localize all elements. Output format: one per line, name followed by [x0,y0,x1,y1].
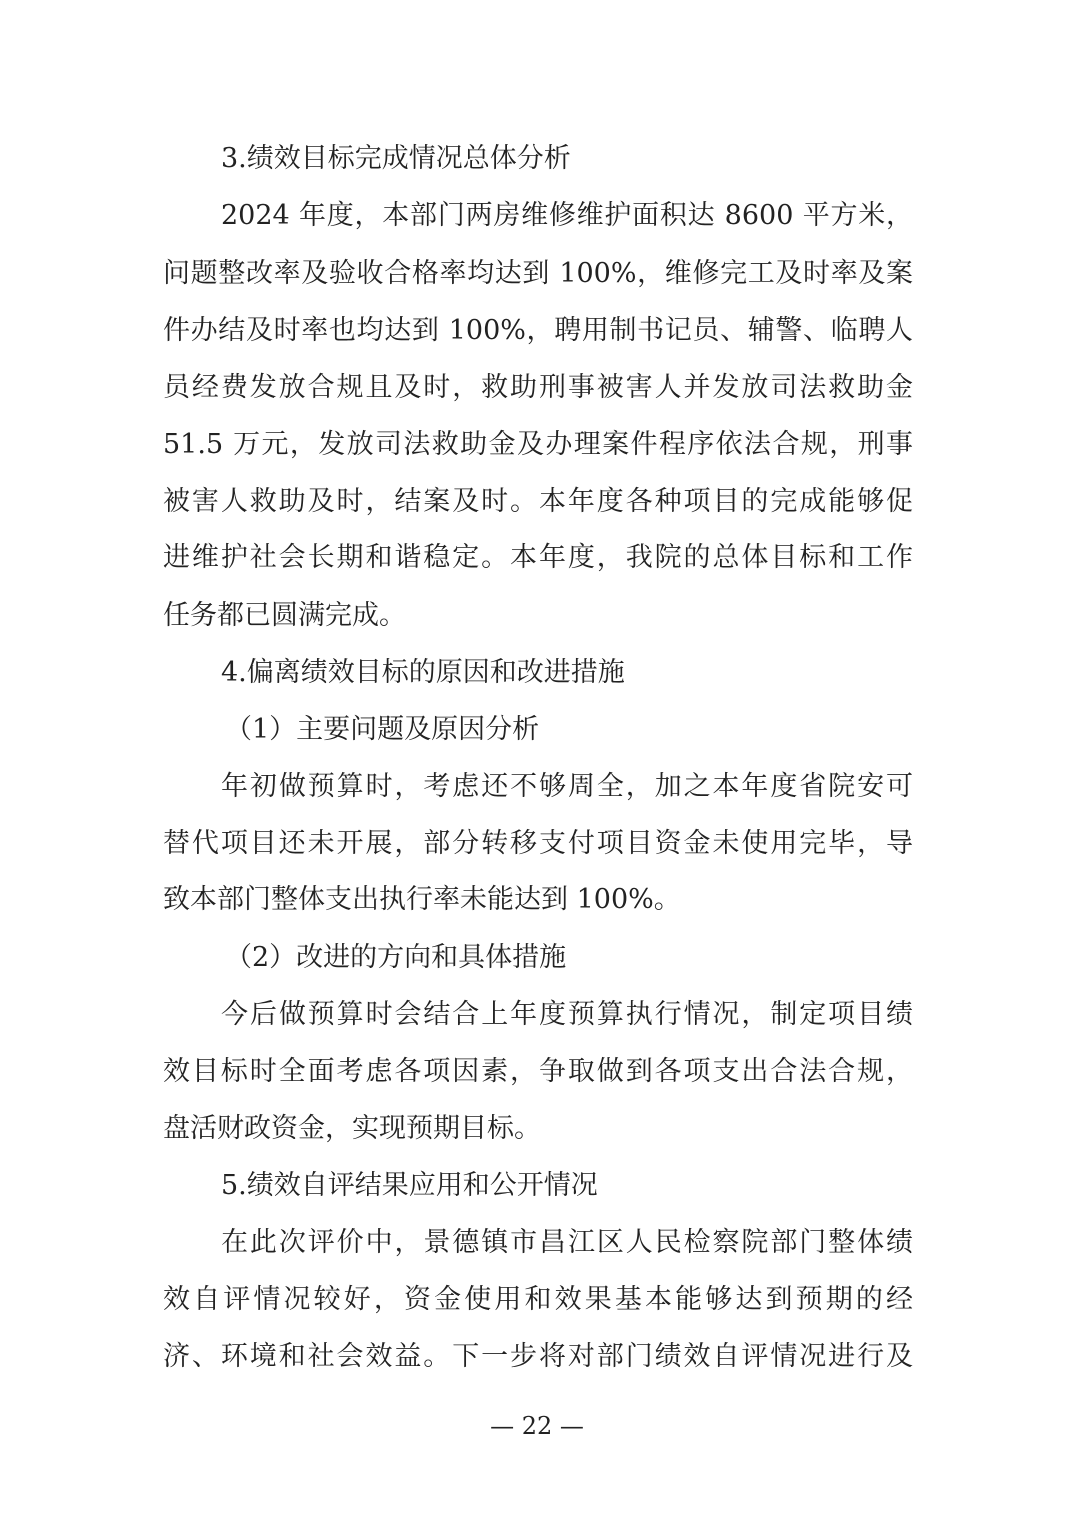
paragraph-line: 员经费发放合规且及时，救助刑事被害人并发放司法救助金 [163,372,913,403]
section-4-heading: 4.偏离绩效目标的原因和改进措施 [221,657,625,688]
paragraph-line: 今后做预算时会结合上年度预算执行情况，制定项目绩 [221,999,913,1030]
paragraph-line: 进维护社会长期和谐稳定。本年度，我院的总体目标和工作 [163,542,913,573]
subsection-1-heading: （1）主要问题及原因分析 [225,714,540,745]
paragraph-line: 效自评情况较好，资金使用和效果基本能够达到预期的经 [163,1284,913,1315]
paragraph-line: 件办结及时率也均达到 100%，聘用制书记员、辅警、临聘人 [163,315,913,346]
page-number: — 22 — [490,1412,584,1440]
paragraph-line: 替代项目还未开展，部分转移支付项目资金未使用完毕，导 [163,828,913,859]
section-5-heading: 5.绩效自评结果应用和公开情况 [221,1170,598,1201]
paragraph-line: 任务都已圆满完成。 [163,600,406,631]
paragraph-line: 被害人救助及时，结案及时。本年度各种项目的完成能够促 [163,486,913,517]
paragraph-line: 51.5 万元，发放司法救助金及办理案件程序依法合规，刑事 [163,429,913,460]
paragraph-line: 2024 年度，本部门两房维修维护面积达 8600 平方米， [221,200,913,231]
subsection-2-heading: （2）改进的方向和具体措施 [225,942,567,973]
document-body [163,0,913,1400]
section-3-heading: 3.绩效目标完成情况总体分析 [221,143,571,174]
paragraph-line: 济、环境和社会效益。下一步将对部门绩效自评情况进行及 [163,1341,913,1372]
paragraph-line: 效目标时全面考虑各项因素，争取做到各项支出合法合规， [163,1056,913,1087]
paragraph-line: 致本部门整体支出执行率未能达到 100%。 [163,884,681,915]
paragraph-line: 在此次评价中，景德镇市昌江区人民检察院部门整体绩 [221,1227,913,1258]
paragraph-line: 问题整改率及验收合格率均达到 100%，维修完工及时率及案 [163,258,913,289]
paragraph-line: 年初做预算时，考虑还不够周全，加之本年度省院安可 [221,771,913,802]
paragraph-line: 盘活财政资金，实现预期目标。 [163,1113,541,1144]
